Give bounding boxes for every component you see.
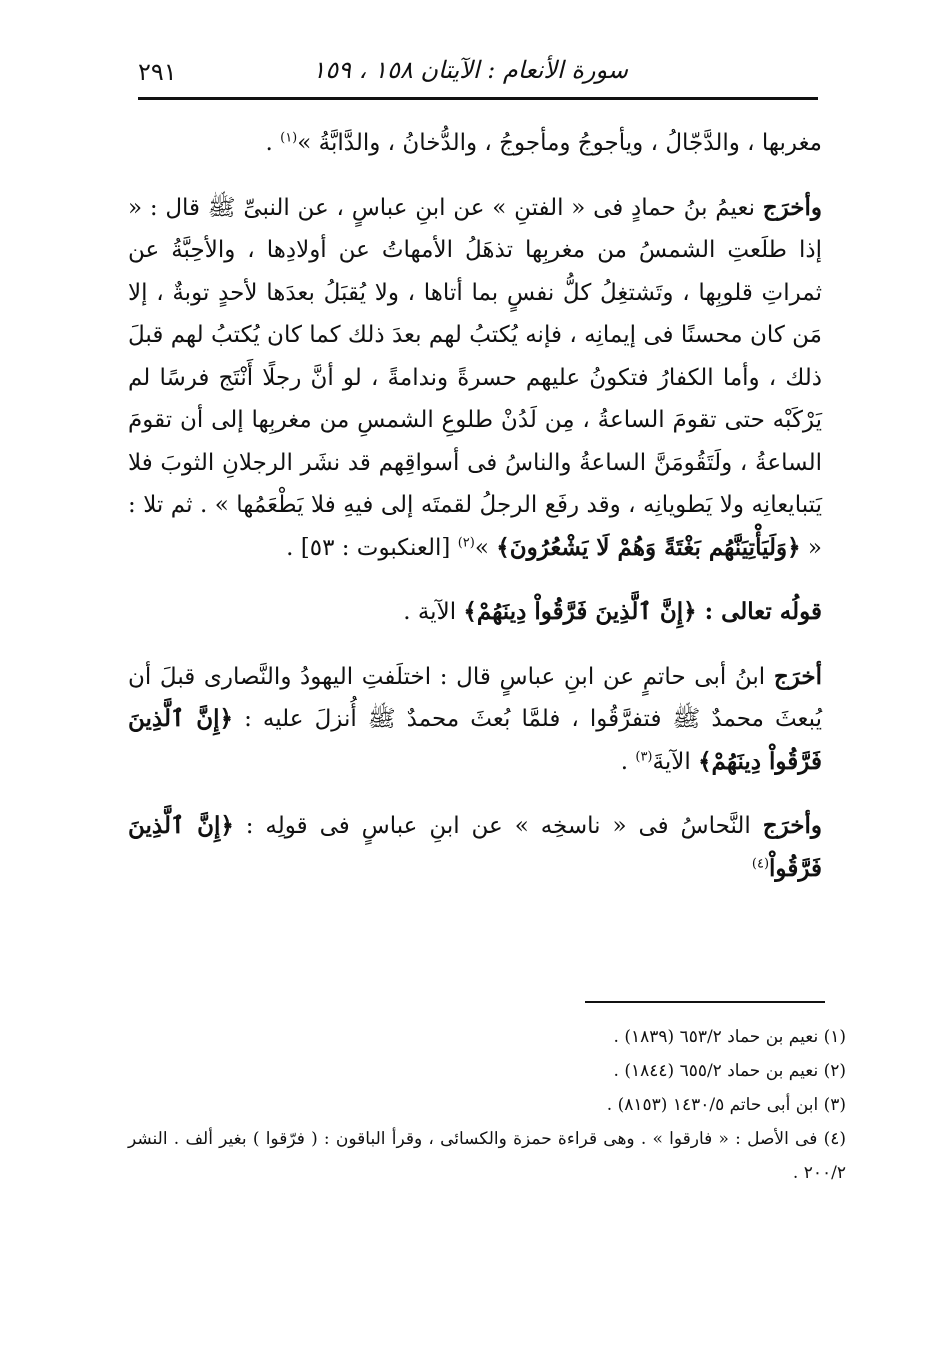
paragraph-4-lead: أخرَج (773, 662, 822, 690)
paragraph-2-tail: [العنكبوت : ٥٣] . (286, 534, 458, 561)
paragraph-4 (128, 656, 822, 784)
paragraph-1-tail: . (265, 130, 281, 156)
footnote-ref-4: (٤) (751, 855, 770, 871)
paragraph-1-text: مغربها ، والدَّجّالُ ، ويأجوجُ ومأجوجُ ، والدُّخانُ ، والدَّابَّةُ » (297, 130, 822, 156)
paragraph-2-text: نعيمُ بنُ حمادٍ فى « الفتنِ » عن ابنِ عباسٍ ، عن النبىِّ ﷺ قال : « إذا طلَعتِ الشمسُ من مغربِها تذهَلُ الأمهاتُ عن أولادِها ، والأحِبَّةُ عن ثمراتِ قلوبِها ، وتَشتغِلُ كلُّ نفسٍ بما أتاها ، ولا يُقبَلُ بعدَها لأحدٍ توبةٌ ، إلا مَن كان محسنًا فى إيمانِه ، فإنه يُكتبُ لهم بعدَ ذلك كما كان يُكتبُ لهم قبلَ ذلك ، وأما الكفارُ فتكونُ عليهم حسرةً وندامةً ، لو أنَّ رجلًا أَنْتَج فرسًا لم يَرْكَبْه حتى تقومَ الساعةُ ، مِن لَدُنْ طلوعِ الشمسِ من مغربِها إلى أن تقومَ الساعةُ ، ولَتَقُومَنَّ الساعةُ والناسُ فى أسواقِهم قد نشَر الرجلانِ الثوبَ فلا يَتبايعانِه ولا يَطويانِه ، وقد رفَع الرجلُ لقمتَه إلى فيهِ فلا يَطْعَمُها » . ثم تلا : « (128, 194, 823, 561)
footnote-ref-1: (١) (280, 130, 298, 146)
paragraph-4-after: الآيةَ (652, 748, 699, 775)
footnote-1: (١) نعيم بن حماد ٦٥٣/٢ (١٨٣٩) . (613, 1027, 846, 1047)
page-header (138, 46, 818, 94)
paragraph-5 (128, 805, 822, 890)
paragraph-2-after: » (474, 534, 497, 561)
header-rule (138, 97, 818, 100)
footnote-rule (585, 1001, 825, 1003)
footnote-2: (٢) نعيم بن حماد ٦٥٥/٢ (١٨٤٤) . (613, 1061, 846, 1081)
quran-verse-5: ﴿إِنَّ ٱلَّذِينَ فَرَّقُواْ (128, 812, 822, 882)
quran-verse-4: ﴿إِنَّ ٱلَّذِينَ فَرَّقُواْ دِينَهُمْ﴾ (128, 705, 822, 775)
main-text (128, 122, 822, 890)
paragraph-1 (128, 122, 822, 165)
quran-verse-heading: ﴿إِنَّ ٱلَّذِينَ فَرَّقُواْ دِينَهُمْ﴾ (463, 598, 705, 625)
paragraph-3 (128, 591, 822, 634)
quran-verse-ankabut: ﴿وَلَيَأْتِيَنَّهُم بَغْتَةً وَهُمْ لَا يَشْعُرُونَ﴾ (496, 533, 801, 561)
footnote-4: (٤) فى الأصل : « فارقوا » . وهى قراءة حمزة والكسائى ، وقرأ الباقون : ( فرّقوا ) بغير ألف . النشر ٢٠٠/٢ . (128, 1129, 846, 1183)
page-number: ٢٩١ (138, 58, 177, 86)
paragraph-2 (128, 187, 822, 570)
paragraph-3-lead: قولُه تعالى : (704, 598, 822, 625)
paragraph-5-text: النَّحاسُ فى « ناسخِه » عن ابنِ عباسٍ فى قولِه : (233, 813, 763, 839)
footnote-ref-2: (٢) (457, 534, 475, 550)
paragraph-4-text: ابنُ أبى حاتمٍ عن ابنِ عباسٍ قال : اختلَفتِ اليهودُ والنَّصارى قبلَ أن يُبعثَ محمدٌ ﷺ فتفرَّقُوا ، فلمَّا بُعثَ محمدٌ ﷺ أُنزلَ عليه : (128, 663, 822, 732)
running-head: سورة الأنعام : الآيتان ١٥٨ ، ١٥٩ (312, 56, 628, 84)
paragraph-5-lead: وأخرَج (762, 812, 822, 839)
paragraph-2-lead: وأخرَج (762, 193, 822, 221)
paragraph-4-tail: . (620, 748, 636, 775)
footnotes (128, 1020, 846, 1190)
paragraph-3-tail: الآية . (403, 599, 464, 625)
footnote-ref-3: (٣) (635, 748, 653, 764)
footnote-3: (٣) ابن أبى حاتم ١٤٣٠/٥ (٨١٥٣) . (606, 1095, 846, 1115)
